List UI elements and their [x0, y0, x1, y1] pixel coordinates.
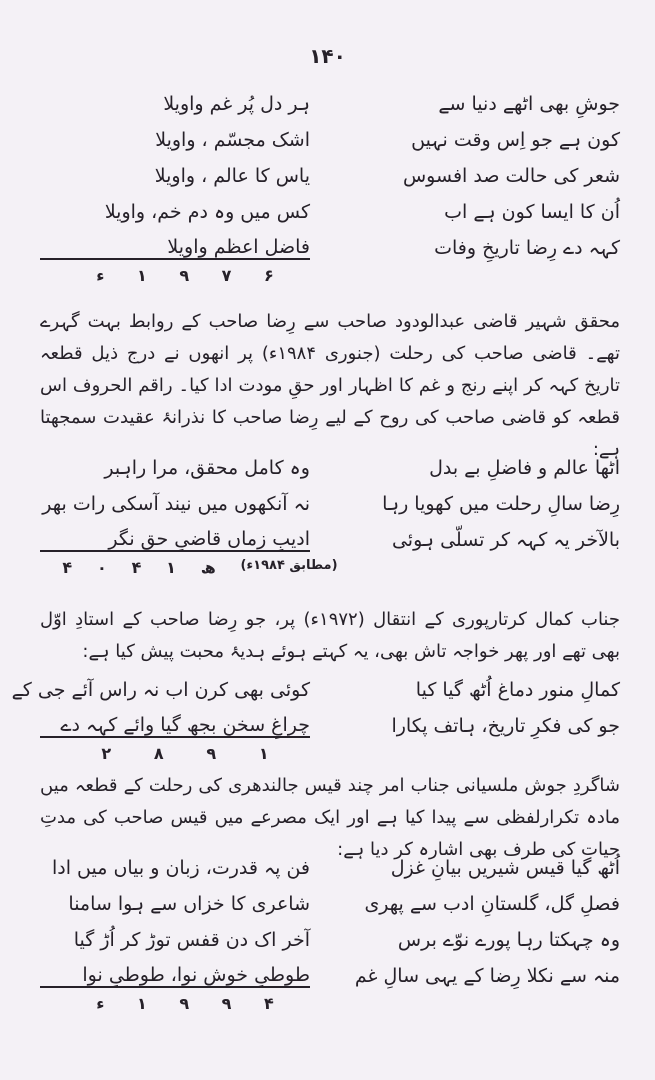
stanza-3 — [11, 672, 620, 763]
verse-right: اُن کا ایسا کون ہے اب — [444, 201, 620, 223]
verse-row — [40, 922, 620, 958]
verse-row — [40, 450, 620, 486]
verse-left: کوئی بھی کرن اب نہ راس آئے جی کے — [11, 679, 310, 701]
digit: ۱ — [258, 744, 269, 763]
stanza-1 — [40, 86, 620, 285]
digit: ۹ — [179, 266, 190, 285]
stanza-2 — [40, 450, 620, 577]
verse-row — [40, 486, 620, 522]
verse-right: کہہ دے رِضا تاریخِ وفات — [434, 237, 620, 259]
verse-row — [40, 850, 620, 886]
verse-right: شعر کی حالت صد افسوس — [402, 165, 620, 187]
date-note: (مطابق ۱۹۸۴ء) — [240, 558, 338, 573]
verse-right: جوشِ بھی اٹھے دنیا سے — [438, 93, 620, 115]
verse-left: آخر اک دن قفس توڑ کر اُڑ گیا — [73, 929, 310, 951]
verse-left: ہر دل پُر غم واویلا — [163, 93, 310, 115]
digit: ۲ — [101, 744, 112, 763]
digit: ۹ — [179, 994, 190, 1013]
year-digits — [80, 266, 290, 285]
verse-right: بالآخر یہ کہہ کر تسلّی ہوئی — [391, 529, 620, 551]
paragraph-1: محقق شہیر قاضی عبدالودود صاحب سے رِضا صاحب کے روابط بہت گہرے تھے۔ قاضی صاحب کی رحلت (جنوری ۱۹۸۴ء) پر انھوں نے درج ذیل قطعہ تاریخ کہہ کر اپنے رنج و غم کا اظہار اور حقِ مودت ادا کیا۔ راقم الحروف اس قطعہ کو قاضی صاحب کی روح کے لیے رِضا صاحب کا نذرانۂ عقیدت سمجھتا ہے: — [40, 311, 620, 460]
year-digits — [50, 558, 350, 577]
digit: ۱ — [137, 994, 147, 1013]
digit: ۰ — [96, 558, 107, 577]
verse-left: یاس کا عالم ، واویلا — [154, 165, 310, 187]
paragraph-3: شاگردِ جوش ملسیانی جناب امر چند قیس جالندھری کی رحلت کے قطعہ میں مادہ تکرارلفظی سے پیدا کیا ہے اور ایک مصرعے میں قیس صاحب کی مدتِ حیات کی طرف بھی اشارہ کر دیا ہے: — [40, 775, 620, 860]
page-number: ۱۴۰ — [309, 44, 346, 68]
verse-right: منہ سے نکلا رِضا کے یہی سالِ غم — [354, 965, 620, 987]
verse-row — [40, 122, 620, 158]
verse-row — [40, 158, 620, 194]
year-digits — [80, 994, 290, 1013]
chronogram-line: ادیبِ زماں قاضیِ حق نگر — [40, 528, 310, 552]
digit: ء — [96, 266, 105, 285]
verse-right: اُٹھ گیا قیس شیریں بیانِ غزل — [390, 857, 620, 879]
verse-right: جو کی فکرِ تاریخ، ہاتف پکارا — [391, 715, 620, 737]
verse-left: اشک مجسّم ، واویلا — [155, 129, 310, 151]
verse-right: اٹھا عالم و فاضلِ بے بدل — [429, 457, 620, 479]
verse-left: شاعری کا خزاں سے ہوا سامنا — [68, 893, 310, 915]
verse-right: رِضا سالِ رحلت میں کھویا رہا — [382, 493, 620, 515]
year-digits — [80, 744, 290, 763]
verse-row — [40, 230, 620, 266]
verse-left: وہ کامل محقق، مرا راہبر — [104, 457, 310, 479]
stanza-4 — [40, 850, 620, 1013]
digit: ۴ — [263, 994, 274, 1013]
chronogram-line: چراغِ سخن بجھ گیا وائے کہہ دے — [40, 714, 310, 738]
verse-right: کون ہے جو اِس وقت نہیں — [411, 129, 620, 151]
verse-right: فصلِ گل، گلستانِ ادب سے پھری — [364, 893, 620, 915]
digit: ۴ — [131, 558, 142, 577]
digit: ۴ — [62, 558, 73, 577]
verse-left: فن پہ قدرت، زبان و بیاں میں ادا — [51, 857, 310, 879]
verse-right: وہ چہکتا رہا پورے نوّے برس — [397, 929, 620, 951]
paragraph-2: جناب کمال کرتارپوری کے انتقال (۱۹۷۲ء) پر، جو رِضا صاحب کے استادِ اوّل بھی تھے اور پھر خواجہ تاش بھی، یہ کہتے ہوئے ہدیۂ محبت پیش کیا ہے: — [40, 609, 620, 662]
verse-row — [40, 194, 620, 230]
verse-row — [40, 708, 620, 744]
digit: ۸ — [153, 744, 164, 763]
verse-row — [40, 86, 620, 122]
digit: ۹ — [221, 994, 232, 1013]
digit: ۶ — [263, 266, 274, 285]
chronogram-line: فاضل اعظم واویلا — [40, 236, 310, 260]
verse-right: کمالِ منور دماغ اُٹھ گیا کیا — [415, 679, 620, 701]
verse-row — [40, 958, 620, 994]
verse-row — [11, 672, 620, 708]
verse-row — [40, 886, 620, 922]
digit: ۱ — [137, 266, 147, 285]
verse-row — [40, 522, 620, 558]
digit: ۱ — [166, 558, 176, 577]
digit: ھ — [200, 558, 216, 577]
verse-left: نہ آنکھوں میں نیند آسکی رات بھر — [42, 493, 310, 515]
digit: ۹ — [206, 744, 217, 763]
chronogram-line: طوطیِ خوش نوا، طوطیِ نوا — [40, 964, 310, 988]
digit: ء — [96, 994, 105, 1013]
verse-left: کس میں وہ دم خم، واویلا — [104, 201, 310, 223]
digit: ۷ — [221, 266, 232, 285]
